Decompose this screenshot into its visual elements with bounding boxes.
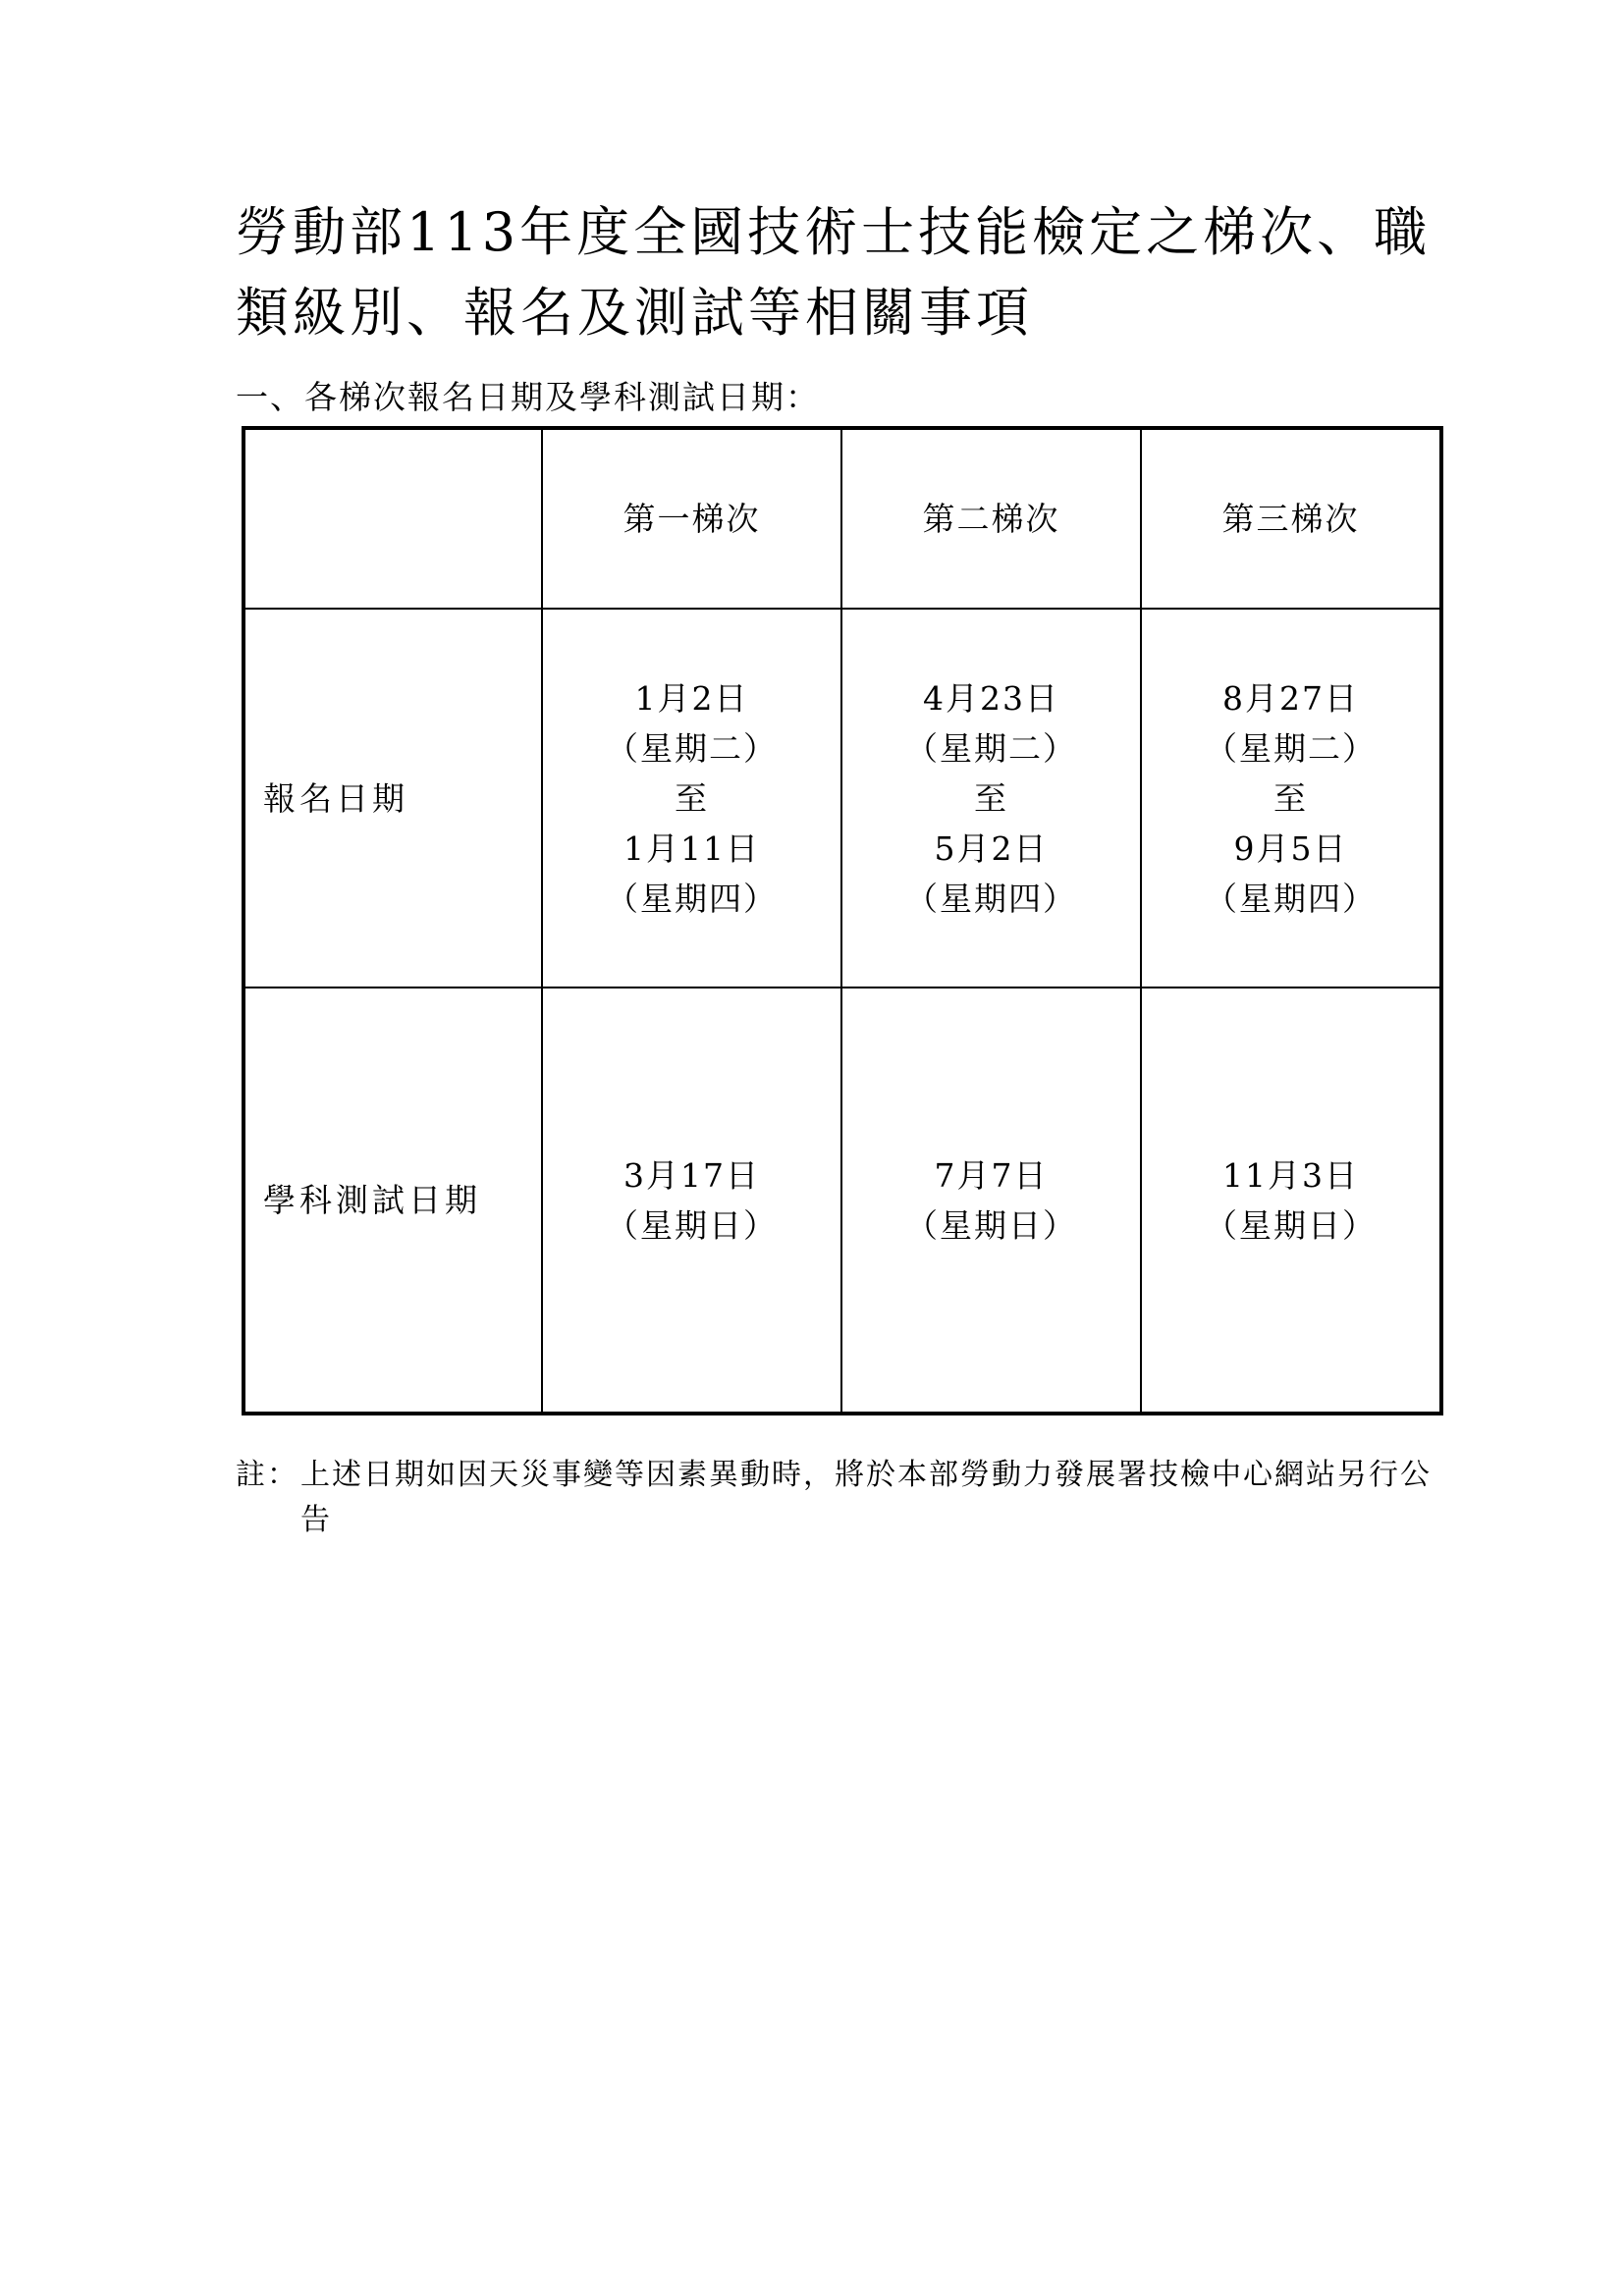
section-heading: 一、各梯次報名日期及學科測試日期： [236,378,820,416]
registration-date-batch-2 [841,609,1141,988]
footnote-label: 註： [236,1458,298,1492]
range-separator: 至 [974,778,1008,818]
exam-date: 11月3日 [1222,1155,1359,1195]
row-label-exam: 學科測試日期 [244,988,542,1414]
title-line-2: 類級別、報名及測試等相關事項 [236,282,1033,344]
date-start: 1月2日 [634,678,749,718]
exam-date-batch-2 [841,988,1141,1414]
weekday-start: （星期二） [606,728,778,768]
row-label-registration: 報名日期 [244,609,542,988]
exam-weekday: （星期日） [606,1205,778,1245]
weekday-end: （星期四） [905,879,1077,918]
footnote [236,1453,1453,1543]
page-title [236,192,1432,353]
registration-date-batch-3 [1141,609,1441,988]
range-separator: 至 [675,778,709,818]
exam-date-batch-1 [542,988,841,1414]
exam-date-batch-3 [1141,988,1441,1414]
weekday-end: （星期四） [1205,879,1377,918]
title-line-1: 勞動部113年度全國技術士技能檢定之梯次、職 [236,201,1432,263]
exam-weekday: （星期日） [1205,1205,1377,1245]
table-corner-cell [244,428,542,609]
exam-date: 3月17日 [623,1155,760,1195]
exam-weekday: （星期日） [905,1205,1077,1245]
column-header-batch-2: 第二梯次 [841,428,1141,609]
weekday-start: （星期二） [1205,728,1377,768]
table-row-registration [244,609,1441,988]
table-header-row [244,428,1441,609]
weekday-start: （星期二） [905,728,1077,768]
column-header-batch-1: 第一梯次 [542,428,841,609]
registration-date-batch-1 [542,609,841,988]
date-end: 9月5日 [1233,828,1348,868]
date-end: 1月11日 [623,828,760,868]
table-row-exam [244,988,1441,1414]
weekday-end: （星期四） [606,879,778,918]
footnote-text: 上述日期如因天災事變等因素異動時，將於本部勞動力發展署技檢中心網站另行公告 [300,1458,1432,1537]
exam-date: 7月7日 [934,1155,1049,1195]
range-separator: 至 [1273,778,1308,818]
column-header-batch-3: 第三梯次 [1141,428,1441,609]
date-end: 5月2日 [934,828,1049,868]
schedule-table [242,426,1443,1415]
date-start: 4月23日 [923,678,1059,718]
date-start: 8月27日 [1222,678,1359,718]
